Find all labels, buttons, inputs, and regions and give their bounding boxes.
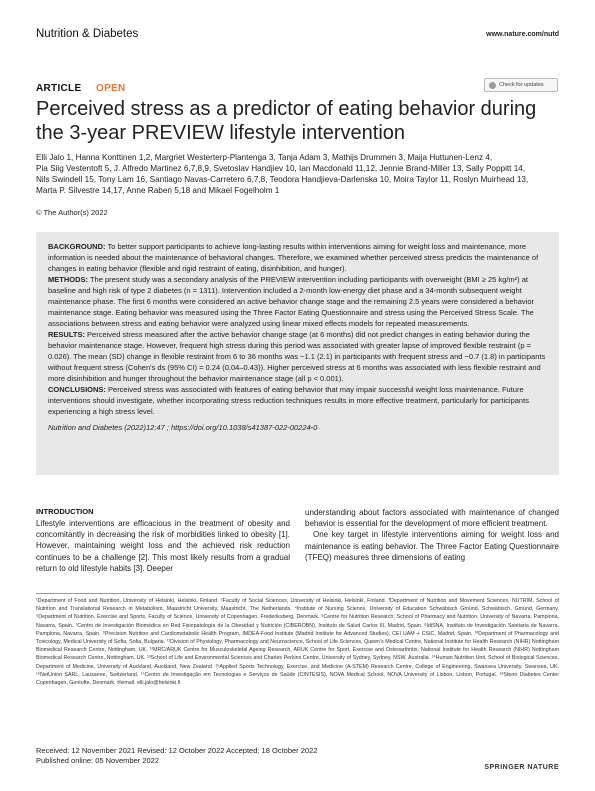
abstract-results xyxy=(48,329,547,384)
copyright-notice: © The Author(s) 2022 xyxy=(36,208,108,217)
abstract-methods xyxy=(48,274,547,329)
open-access-label: OPEN xyxy=(96,83,126,94)
affiliations: ¹Department of Food and Nutrition, University of Helsinki, Helsinki, Finland. ²Faculty of Social Sciences, University of Helsinki, Helsinki, Finland. ³Department of Nutrition and Movement Sciences, NUTRIM, School of Nutrition and Translational Research in Metabolism, Maastricht University, Maastricht, The Netherlands. ⁴Institute of Nursing Science, University of Education Schwäbisch Gmünd, Schwäbisch, Gmünd, Germany. ⁵Department of Nutrition, Exercise and Sports, Faculty of Science, University of Copenhagen, Frederiksberg, Denmark. ⁶Centre for Nutrition Research, School of Pharmacy and Nutrition, University of Navarra, Pamplona, Navarra, Spain. ⁷Centro de Investigación Biomédica en Red Fisiopatología de la Obesidad y Nutrición (CIBEROBN), Instituto de Salud Carlos III, Madrid, Spain. ⁸IdiSNA, Instituto de Investigación Sanitaria de Navarra, Pamplona, Navarra, Spain. ⁹Precision Nutrition and Cardiometabolic Health Program, IMDEA-Food Institute (Madrid Institute for Advanced Studies), CEI UAM + CSIC, Madrid, Spain. ¹⁰Department of Pharmacology and Toxicology, Medical University of Sofia, Sofia, Bulgaria. ¹¹Division of Physiology, Pharmacology and Neuroscience, School of Life Sciences, Queen's Medical Centre, National Institute for Health Research (NIHR) Nottingham Biomedical Research Centre, Nottingham, UK. ¹²MRC/ARUK Centre for Musculoskeletal Ageing Research, ARUK Centre for Sport, Exercise and Osteoarthritis, National Institute for Health Research (NIHR) Nottingham Biomedical Research Centre, Nottingham, UK. ¹³School of Life and Environmental Sciences and Charles Perkins Centre, University of Sydney, Sydney, NSW, Australia. ¹⁴Human Nutrition Unit, School of Biological Sciences, Department of Medicine, University of Auckland, Auckland, New Zealand. ¹⁵Applied Sports Technology, Exercise, and Medicine (A-STEM) Research Centre, College of Engineering, Swansea University, Swansea, UK. ¹⁶NetUnion SARL, Lausanne, Switzerland. ¹⁷Centro de Investigação em Tecnologias e Serviços de Saúde (CINTESIS), NOVA Medical School, NOVA University of Lisbon, Lisbon, Portugal. ¹⁸Steno Diabetes Center Copenhagen, Gentofte, Denmark. ✉email: elli.jalo@helsinki.fi xyxy=(36,598,559,687)
check-updates-icon xyxy=(489,82,496,89)
conclusions-text: Perceived stress was associated with features of eating behavior that may impair successful weight loss maintenance. Future interventions should investigate, whether incorporating stress reduction techniques results in more effective treatment, particularly for participants experiencing a high stress level. xyxy=(48,385,529,416)
results-label: RESULTS: xyxy=(48,330,85,339)
check-updates-button[interactable] xyxy=(484,78,558,92)
body-column-left xyxy=(36,518,290,574)
received-dates: Received: 12 November 2021 Revised: 12 October 2022 Accepted: 18 October 2022 xyxy=(36,746,318,755)
publisher-logo: SPRINGER NATURE xyxy=(484,764,559,771)
abstract-box xyxy=(36,232,559,475)
abstract-background xyxy=(48,241,547,274)
body-column-right xyxy=(305,507,559,563)
journal-name: Nutrition & Diabetes xyxy=(36,28,139,40)
results-text: Perceived stress measured after the active behavior change stage (at 6 months) did not predict changes in eating behavior during the behavior maintenance stage. However, frequent high stress during this period was associated with greater lapse of improved flexible restraint (p = 0.026). The mean (SD) change in flexible restraint from 6 to 36 months was −1.1 (2.1) in participants with frequent stress and −0.7 (1.8) in participants without frequent stress (Cohen's ds (95% CI) = 0.24 (0.04–0.43)). Higher perceived stress at 6 months was associated with less flexible restraint and more disinhibition and hunger throughout the behavior maintenance stage (all p < 0.001). xyxy=(48,330,546,383)
author-list xyxy=(36,152,561,196)
check-updates-label: Check for updates xyxy=(499,82,544,88)
author-line: Pia Siig Vestentoft 5, J. Alfredo Martinez 6,7,8,9, Svetoslav Handjiev 10, Ian Macdonald 11,12, Jennie Brand-Miller 13, Sally Poppitt 14, xyxy=(36,164,526,173)
abstract-conclusions xyxy=(48,384,547,417)
intro-paragraph: Lifestyle interventions are efficacious in the treatment of obesity and concomitantly in decreasing the risk of morbidities linked to obesity [1]. However, maintaining weight loss and the achieved risk reduction continues to be a challenge [2]. This most likely results from a gradual return to old lifestyle habits [3]. Deeper xyxy=(36,519,290,573)
article-type-label: ARTICLE xyxy=(36,83,82,94)
introduction-heading: INTRODUCTION xyxy=(36,507,94,516)
background-text: To better support participants to achieve long-lasting results within interventions aiming for weight loss and maintenance, more information is needed about the maintenance of behavioral changes. Therefore, we examined whether perceived stress predicts the maintenance of changes in eating behavior (flexible and rigid restraint of eating, disinhibition, and hunger). xyxy=(48,242,539,273)
footnote-divider xyxy=(36,593,559,594)
background-label: BACKGROUND: xyxy=(48,242,106,251)
methods-text: The present study was a secondary analysis of the PREVIEW intervention including participants with overweight (BMI ≥ 25 kg/m²) at baseline and high risk of type 2 diabetes (n = 1311). Intervention included a 2-month low-energy diet phase and a 34-month subsequent weight maintenance phase. The first 6 months were considered an active behavior change stage and the remaining 2.5 years were considered a behavior maintenance stage. Eating behavior was measured using the Three Factor Eating Questionnaire and stress using the Perceived Stress Scale. The associations between stress and eating behavior were analyzed using linear mixed effects models for repeated measurements. xyxy=(48,275,534,328)
intro-paragraph: One key target in lifestyle interventions aiming for weight loss and maintenance is eating behavior. The Three Factor Eating Questionnaire (TFEQ) measures three dimensions of eating xyxy=(305,530,559,562)
methods-label: METHODS: xyxy=(48,275,88,284)
published-date: Published online: 05 November 2022 xyxy=(36,756,159,765)
conclusions-label: CONCLUSIONS: xyxy=(48,385,106,394)
journal-url[interactable]: www.nature.com/nutd xyxy=(486,31,559,38)
author-line: Marta P. Silvestre 14,17, Anne Raben 5,18 and Mikael Fogelholm 1 xyxy=(36,186,280,195)
author-line: Elli Jalo 1, Hanna Konttinen 1,2, Margriet Westerterp-Plantenga 3, Tanja Adam 3, Mathijs Drummen 3, Maija Huttunen-Lenz 4, xyxy=(36,153,493,162)
paper-title: Perceived stress as a predictor of eating behavior during the 3-year PREVIEW lifestyle intervention xyxy=(36,98,537,144)
author-line: Nils Swindell 15, Tony Lam 16, Santiago Navas-Carretero 6,7,8, Teodora Handjieva-Darlenska 10, Moira Taylor 11, Roslyn Muirhead 13, xyxy=(36,175,529,184)
citation-line[interactable]: Nutrition and Diabetes (2022)12:47 ; https://doi.org/10.1038/s41387-022-00224-0 xyxy=(48,423,318,432)
intro-paragraph-continued: understanding about factors associated with maintenance of changed behavior is essential for the development of more efficient treatment. xyxy=(305,508,559,529)
